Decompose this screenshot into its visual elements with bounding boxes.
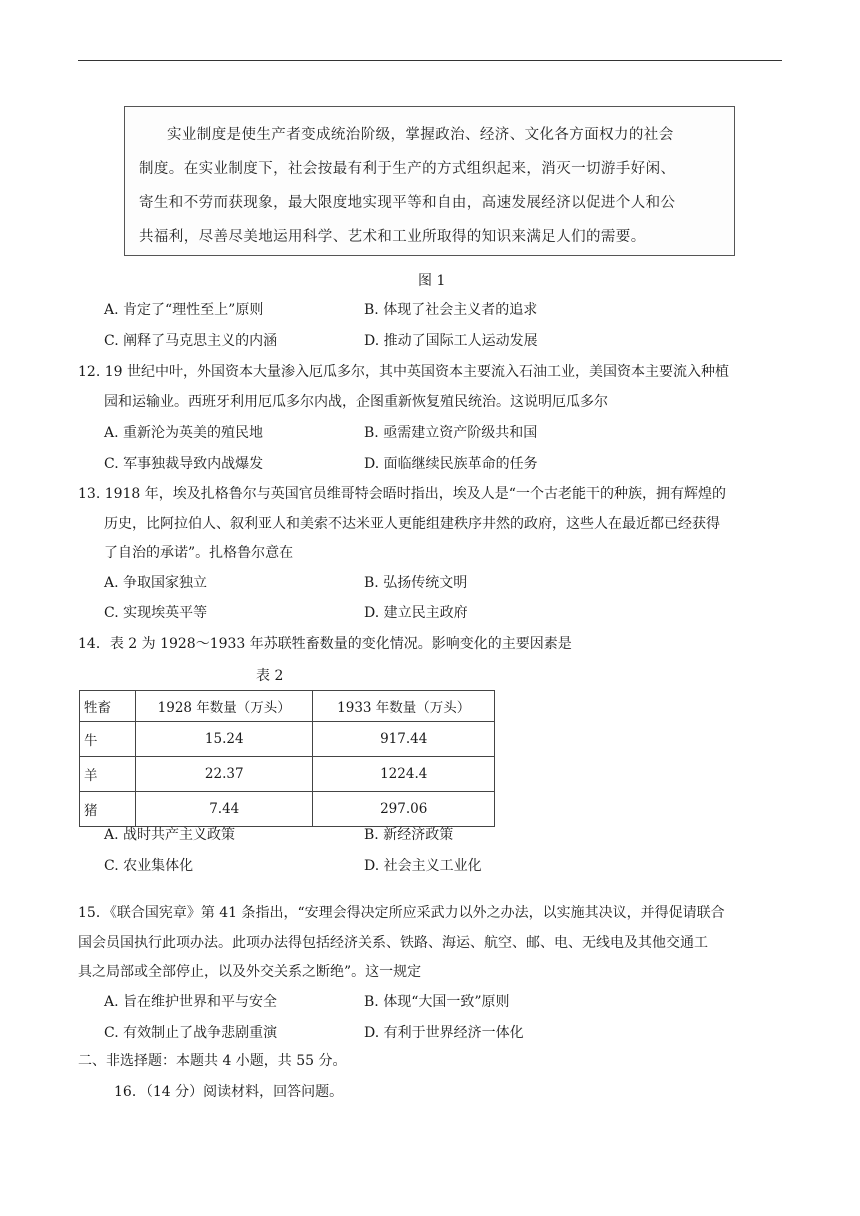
q14-option-a: A. 战时共产主义政策 — [104, 827, 236, 843]
header-rule — [78, 60, 782, 61]
q11-option-b: B. 体现了社会主义者的追求 — [364, 302, 538, 318]
q13-option-d: D. 建立民主政府 — [364, 605, 468, 621]
material-line: 寄生和不劳而获现象，最大限度地实现平等和自由，高速发展经济以促进个人和公 — [139, 195, 676, 211]
section-heading: 二、非选择题：本题共 4 小题，共 55 分。 — [78, 1053, 347, 1069]
table-cell: 7.44 — [136, 792, 313, 827]
table-cell: 1224.4 — [313, 757, 495, 792]
material-line: 制度。在实业制度下，社会按最有利于生产的方式组织起来，消灭一切游手好闲、 — [139, 161, 676, 177]
q12-option-c: C. 军事独裁导致内战爆发 — [104, 456, 264, 472]
q15-option-c: C. 有效制止了战争悲剧重演 — [104, 1025, 278, 1041]
q13-option-c: C. 实现埃英平等 — [104, 605, 208, 621]
q11-option-d: D. 推动了国际工人运动发展 — [364, 333, 538, 349]
q15-option-d: D. 有利于世界经济一体化 — [364, 1025, 524, 1041]
q15-stem-line: 国会员国执行此项办法。此项办法得包括经济关系、铁路、海运、航空、邮、电、无线电及其他交通工 — [78, 935, 708, 951]
q13-option-a: A. 争取国家独立 — [104, 575, 208, 591]
table-header-cell: 牲畜 — [80, 691, 136, 722]
q15-stem-line: 具之局部或全部停止，以及外交关系之断绝”。这一规定 — [78, 964, 422, 980]
q13-stem-line: 13. 1918 年，埃及扎格鲁尔与英国官员维哥特会晤时指出，埃及人是“一个古老能干的种族，拥有辉煌的 — [78, 486, 726, 502]
material-line: 实业制度是使生产者变成统治阶级，掌握政治、经济、文化各方面权力的社会 — [167, 127, 674, 143]
q14-option-d: D. 社会主义工业化 — [364, 858, 482, 874]
livestock-table — [79, 690, 495, 827]
material-line: 共福利，尽善尽美地运用科学、艺术和工业所取得的知识来满足人们的需要。 — [139, 229, 646, 245]
table-cell: 22.37 — [136, 757, 313, 792]
q12-stem-line: 园和运输业。西班牙利用厄瓜多尔内战，企图重新恢复殖民统治。这说明厄瓜多尔 — [104, 394, 608, 410]
table-header-cell: 1933 年数量（万头） — [313, 691, 495, 722]
q13-option-b: B. 弘扬传统文明 — [364, 575, 468, 591]
table-cell: 猪 — [80, 792, 136, 827]
q13-stem-line: 历史，比阿拉伯人、叙利亚人和美索不达米亚人更能组建秩序井然的政府，这些人在最近都已经获得 — [104, 516, 720, 532]
q12-option-a: A. 重新沦为英美的殖民地 — [104, 425, 264, 441]
q14-stem: 14．表 2 为 1928～1933 年苏联牲畜数量的变化情况。影响变化的主要因素是 — [78, 636, 572, 652]
q15-option-b: B. 体现“大国一致”原则 — [364, 994, 510, 1010]
q14-option-b: B. 新经济政策 — [364, 827, 454, 843]
table-cell: 297.06 — [313, 792, 495, 827]
figure-caption: 图 1 — [418, 273, 446, 289]
q13-stem-line: 了自治的承诺”。扎格鲁尔意在 — [104, 545, 294, 561]
table-header-cell: 1928 年数量（万头） — [136, 691, 313, 722]
table-row — [80, 722, 495, 757]
q12-option-d: D. 面临继续民族革命的任务 — [364, 456, 538, 472]
q14-option-c: C. 农业集体化 — [104, 858, 194, 874]
q16-stem: 16．（14 分）阅读材料，回答问题。 — [114, 1084, 344, 1100]
q15-stem-line: 15．《联合国宪章》第 41 条指出，“安理会得决定所应采武力以外之办法，以实施其决议，并得促请联合 — [78, 905, 725, 921]
table-row — [80, 757, 495, 792]
material-box — [124, 106, 735, 256]
table-cell: 牛 — [80, 722, 136, 757]
q15-option-a: A. 旨在维护世界和平与安全 — [104, 994, 278, 1010]
q11-option-a: A. 肯定了“理性至上”原则 — [104, 302, 264, 318]
table-cell: 917.44 — [313, 722, 495, 757]
q12-stem-line: 12. 19 世纪中叶，外国资本大量渗入厄瓜多尔，其中英国资本主要流入石油工业，美国资本主要流入种植 — [78, 364, 729, 380]
table-header-row — [80, 691, 495, 722]
table-row — [80, 792, 495, 827]
q12-option-b: B. 亟需建立资产阶级共和国 — [364, 425, 538, 441]
table-cell: 羊 — [80, 757, 136, 792]
table-cell: 15.24 — [136, 722, 313, 757]
q11-option-c: C. 阐释了马克思主义的内涵 — [104, 333, 278, 349]
table-caption: 表 2 — [256, 668, 284, 684]
